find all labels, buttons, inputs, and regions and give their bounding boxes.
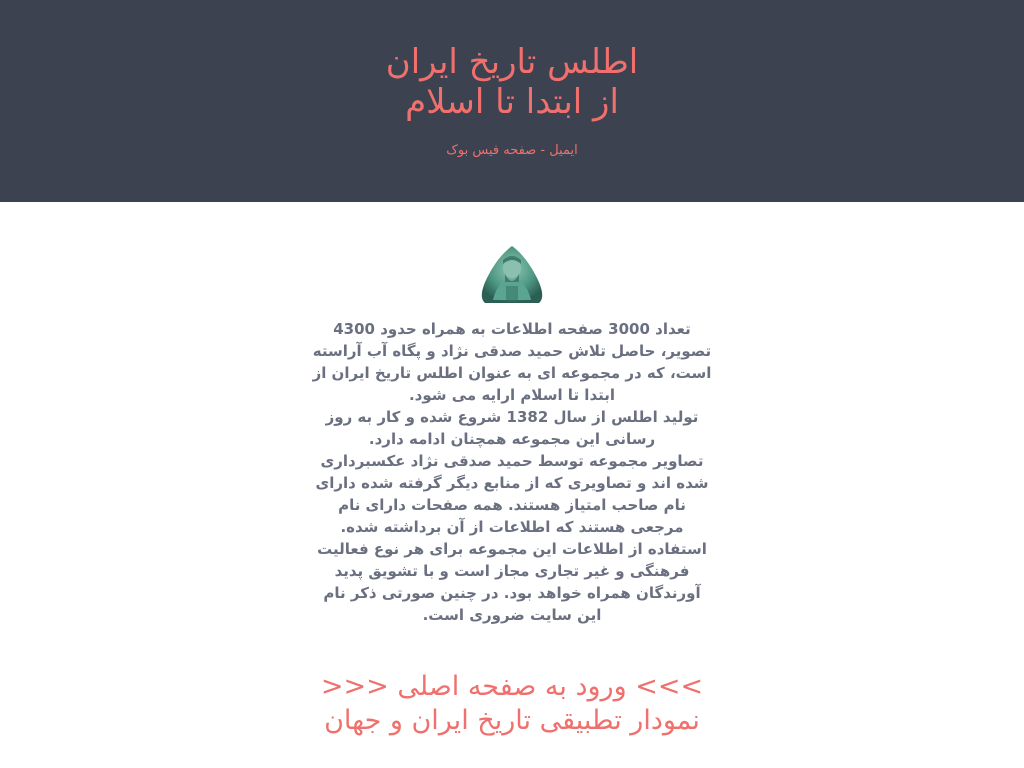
site-header [0,0,1024,202]
intro-paragraph-3: تصاویر مجموعه توسط حمید صدقی نژاد عکسبرداری شده اند و تصاویری که از منابع دیگر گرفته شده دارای نام صاحب امتیاز هستند. همه صفحات دارای نام مرجعی هستند که اطلاعات از آن برداشته شده. [315,452,709,536]
enter-main-page-link[interactable]: >>> ورود به صفحه اصلی <<< [320,671,704,702]
link-separator: - [536,143,550,158]
site-title-line1: اطلس تاریخ ایران [385,42,639,82]
comparative-chart-link[interactable]: نمودار تطبیقی تاریخ ایران و جهان [324,705,700,736]
email-link[interactable]: ایمیل [549,143,578,158]
facebook-link[interactable]: صفحه فیس بوک [446,143,537,158]
intro-text [310,318,714,626]
intro-paragraph-2: تولید اطلس از سال 1382 شروع شده و کار به روز رسانی این مجموعه همچنان ادامه دارد. [325,408,699,448]
intro-paragraph-4: استفاده از اطلاعات این مجموعه برای هر نوع فعالیت فرهنگی و غیر تجاری مجاز است و با تشویق پدید آورندگان همراه خواهد بود. در چنین صورتی ذکر نام این سایت ضروری است. [317,540,707,624]
contact-links [0,142,1024,160]
bronze-bust-figure-icon [479,244,545,306]
intro-paragraph-1: تعداد 3000 صفحه اطلاعات به همراه حدود 4300 تصویر، حاصل تلاش حمید صدقی نژاد و پگاه آب آراسته است، که در مجموعه ای به عنوان اطلس تاریخ ایران از ابتدا تا اسلام ارایه می شود. [312,320,712,404]
site-title-line2: از ابتدا تا اسلام [405,82,619,122]
